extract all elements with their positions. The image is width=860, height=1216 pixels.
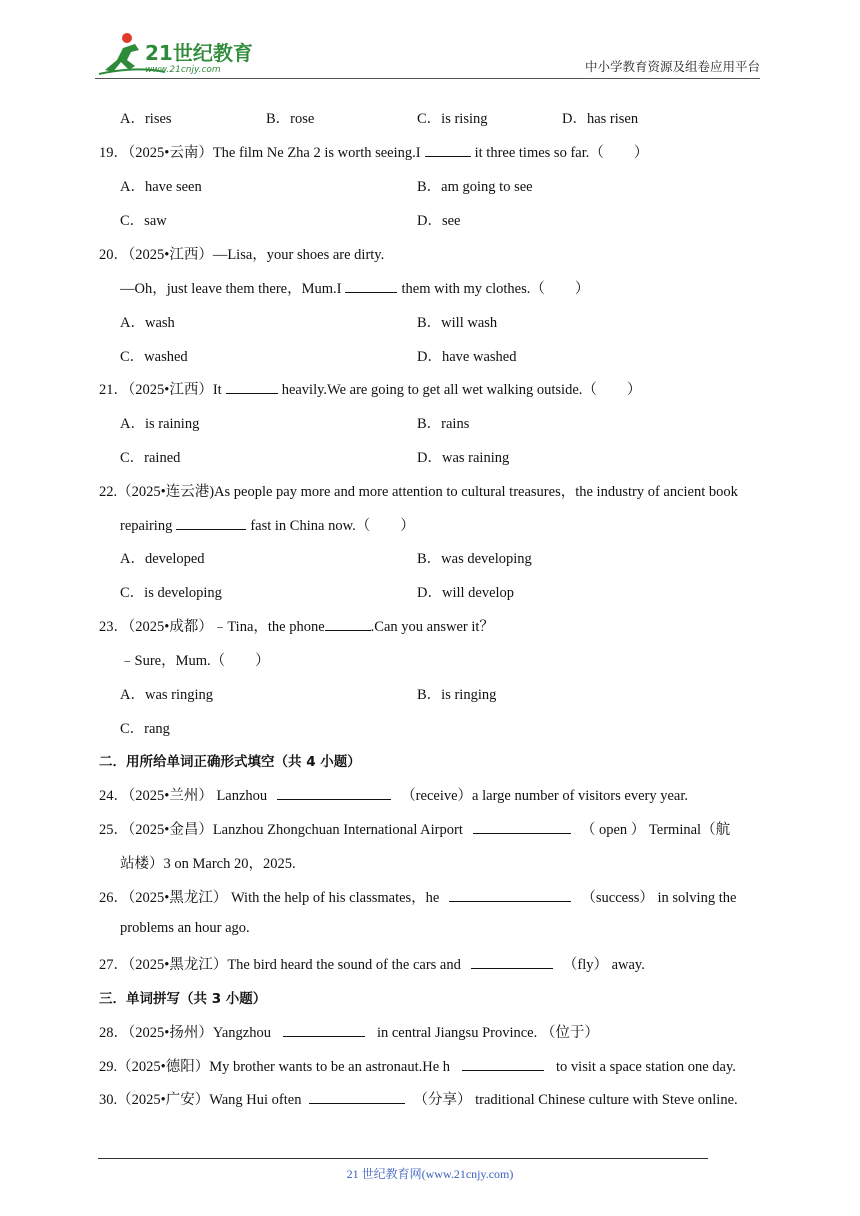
q21-option-a: A．is raining [120, 416, 200, 432]
q21-stem: 21．（2025•江西）It heavily.We are going to get all wet walking outside.（ ） [99, 378, 641, 399]
q23-option-b: B．is ringing [417, 687, 497, 703]
q27: 27．（2025•黑龙江）The bird heard the sound of the cars and （fly） away. [99, 953, 645, 974]
q24: 24．（2025•兰州） Lanzhou （receive）a large number of visitors every year. [99, 784, 688, 805]
section-2-heading: 二．用所给单词正确形式填空（共 4 小题） [99, 754, 361, 770]
q20-option-a: A．wash [120, 315, 175, 331]
answer-blank[interactable] [176, 515, 246, 530]
q22-stem-line2: repairing fast in China now.（ ） [120, 514, 415, 535]
page-header [95, 30, 760, 79]
q23-stem-line2: ﹣Sure，Mum.（ ） [120, 653, 270, 669]
q20-option-b: B．will wash [417, 315, 498, 331]
answer-blank[interactable] [283, 1022, 365, 1037]
q26-line1: 26．（2025•黑龙江） With the help of his classmates，he （success） in solving the [99, 886, 736, 907]
answer-blank[interactable] [449, 887, 571, 902]
q22-stem-line1: 22.（2025•连云港)As people pay more and more attention to cultural treasures，the industry of ancient book [99, 484, 738, 500]
q20-stem-line2: —Oh，just leave them there，Mum.I them with my clothes.（ ） [120, 277, 589, 298]
q22-option-a: A．developed [120, 551, 205, 567]
q25-line1: 25．（2025•金昌）Lanzhou Zhongchuan International Airport （ open ） Terminal（航 [99, 818, 730, 839]
q18-option-b: B．rose [266, 111, 315, 127]
q19-stem: 19．（2025•云南）The film Ne Zha 2 is worth seeing.I it three times so far.（ ） [99, 141, 648, 162]
q22-option-b: B．was developing [417, 551, 532, 567]
section-3-heading: 三．单词拼写（共 3 小题） [99, 991, 267, 1007]
footer-divider [98, 1158, 708, 1159]
q20-option-c: C．washed [120, 349, 188, 365]
answer-blank[interactable] [345, 278, 397, 293]
answer-blank[interactable] [425, 142, 471, 157]
q19-option-d: D．see [417, 213, 461, 229]
answer-blank[interactable] [277, 785, 391, 800]
q21-option-b: B．rains [417, 416, 470, 432]
q29: 29.（2025•德阳）My brother wants to be an astronaut.He h to visit a space station one day. [99, 1055, 736, 1076]
answer-blank[interactable] [473, 819, 571, 834]
q23-option-c: C．rang [120, 721, 170, 737]
answer-blank[interactable] [462, 1056, 544, 1071]
answer-blank[interactable] [471, 954, 553, 969]
q22-option-d: D．will develop [417, 585, 515, 601]
q28: 28．（2025•扬州）Yangzhou in central Jiangsu Province. （位于） [99, 1021, 599, 1042]
q22-option-c: C．is developing [120, 585, 222, 601]
q19-option-a: A．have seen [120, 179, 202, 195]
q23-stem-line1: 23．（2025•成都）﹣Tina，the phone .Can you answer it？ [99, 615, 494, 636]
q19-option-c: C．saw [120, 213, 167, 229]
q21-option-d: D．was raining [417, 450, 510, 466]
page-footer[interactable]: 21 世纪教育网(www.21cnjy.com) [346, 1167, 514, 1181]
answer-blank[interactable] [226, 379, 278, 394]
logo-url: www.21cnjy.com [145, 65, 221, 75]
q20-stem-line1: 20．（2025•江西）—Lisa，your shoes are dirty. [99, 247, 385, 263]
q20-option-d: D．have washed [417, 349, 517, 365]
logo-text: 21世纪教育 [145, 41, 253, 65]
site-logo [95, 30, 265, 76]
answer-blank[interactable] [309, 1089, 405, 1104]
q18-option-c: C．is rising [417, 111, 488, 127]
q19-option-b: B．am going to see [417, 179, 533, 195]
answer-blank[interactable] [325, 616, 371, 631]
q30: 30.（2025•广安）Wang Hui often （分享） traditional Chinese culture with Steve online. [99, 1088, 738, 1109]
platform-name: 中小学教育资源及组卷应用平台 [584, 60, 760, 74]
q23-option-a: A．was ringing [120, 687, 214, 703]
q25-line2: 站楼）3 on March 20，2025. [120, 856, 296, 872]
q18-option-d: D．has risen [562, 111, 639, 127]
running-man-logo-icon [95, 30, 265, 76]
q21-option-c: C．rained [120, 450, 181, 466]
q26-line2: problems an hour ago. [120, 920, 250, 936]
q18-option-a: A．rises [120, 111, 172, 127]
